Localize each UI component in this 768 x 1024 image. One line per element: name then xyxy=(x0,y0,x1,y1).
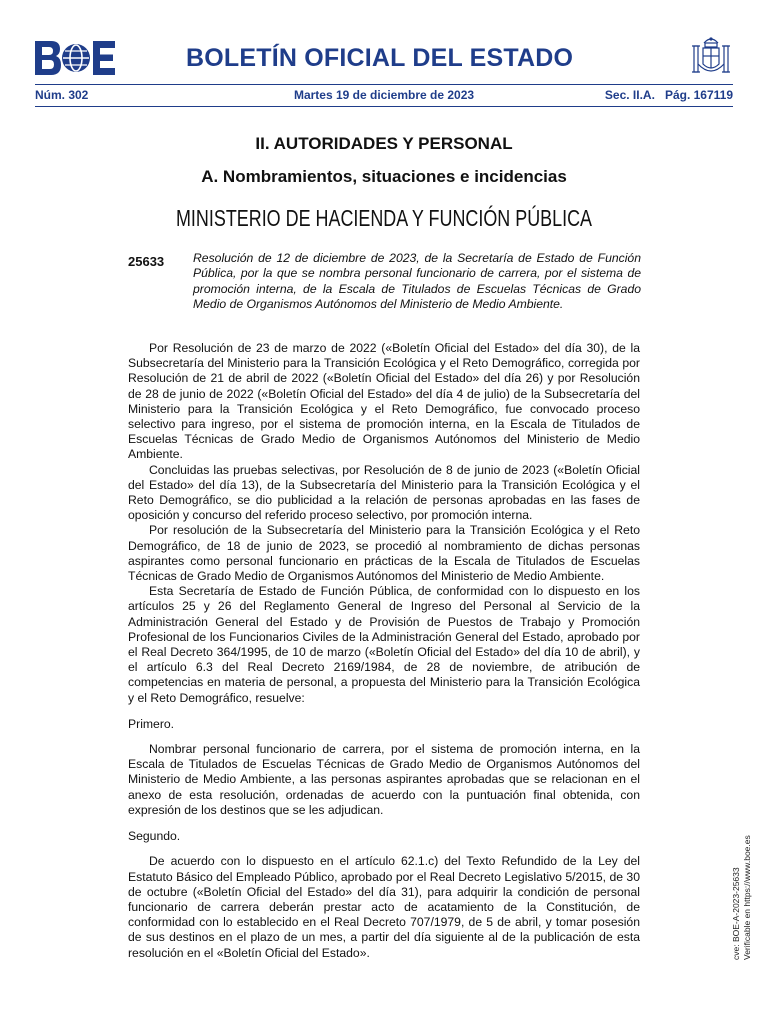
verification-note xyxy=(731,740,753,960)
header-rule-top xyxy=(35,84,733,85)
paragraph: Por Resolución de 23 de marzo de 2022 («Boletín Oficial del Estado» del día 30), de la Subsecretaría del Ministerio para la Transición Ecológica y el Reto Demográfico, corregida por Resolución de 21 de abril de 2022 («Boletín Oficial del Estado» del día 26) y por Resolución de 28 de junio de 2022 («Boletín Oficial del Estado» del día 4 de julio) de la Subsecretaría del Ministerio para la Transición Ecológica y el Reto Demográfico, fue convocado proceso selectivo para ingreso, por el sistema de promoción interna, en la Escala de Titulados de Escuelas Técnicas de Grado Medio de Organismos Autónomos del Ministerio de Medio Ambiente. xyxy=(128,341,640,462)
paragraph: De acuerdo con lo dispuesto en el artículo 62.1.c) del Texto Refundido de la Ley del Estatuto Básico del Empleado Público, aprobado por el Real Decreto Legislativo 5/2015, de 30 de octubre («Boletín Oficial del Estado» del día 31), para adquirir la condición de personal funcionario de carrera deberán prestar acto de acatamiento de la Constitución, de conformidad con lo establecido en el Real Decreto 707/1979, de 5 de abril, y tomar posesión de sus destinos en el plazo de un mes, a partir del día siguiente al de la publicación de esta resolución en el «Boletín Oficial del Estado». xyxy=(128,854,640,960)
article-heading-primero: Primero. xyxy=(128,716,175,731)
cve-code: cve: BOE-A-2023-25633 xyxy=(731,867,741,960)
document-body xyxy=(128,341,640,961)
resolution-title: Resolución de 12 de diciembre de 2023, de la Secretaría de Estado de Función Pública, por la que se nombra personal funcionario de carrera, por el sistema de promoción interna, de la Escala de Titulados de Escuelas Técnicas de Grado Medio de Organismos Autónomos del Ministerio de Medio Ambiente. xyxy=(193,251,641,311)
issue-number: Núm. 302 xyxy=(35,88,89,102)
boe-logo xyxy=(35,41,115,75)
coat-of-arms-icon xyxy=(689,34,733,80)
page-label: Pág. 167119 xyxy=(664,88,733,102)
article-heading-segundo: Segundo. xyxy=(128,829,181,844)
verification-link[interactable]: Verificable en https://www.boe.es xyxy=(742,835,752,960)
resolution-number: 25633 xyxy=(128,254,165,269)
paragraph: Nombrar personal funcionario de carrera, por el sistema de promoción interna, en la Escala de Titulados de Escuelas Técnicas de Grado Medio de Organismos Autónomos del Ministerio de Medio Ambiente, a las personas aspirantes aprobadas que se relacionan en el anexo de esta resolución, ordenadas de acuerdo con la puntuación final obtenida, con expresión de los destinos que se les adjudican. xyxy=(128,742,640,817)
publication-title: BOLETÍN OFICIAL DEL ESTADO xyxy=(186,44,574,72)
issue-date: Martes 19 de diciembre de 2023 xyxy=(293,88,475,102)
section-label: Sec. II.A. xyxy=(604,88,655,102)
ministry-title: MINISTERIO DE HACIENDA Y FUNCIÓN PÚBLICA xyxy=(175,205,593,231)
section-subtitle: A. Nombramientos, situaciones e incidencias xyxy=(201,167,567,186)
section-title: II. AUTORIDADES Y PERSONAL xyxy=(255,134,513,153)
paragraph: Esta Secretaría de Estado de Función Pública, de conformidad con lo dispuesto en los artículos 25 y 26 del Reglamento General de Ingreso del Personal al Servicio de la Administración General del Estado y de Provisión de Puestos de Trabajo y Promoción Profesional de los Funcionarios Civiles de la Administración General del Estado, aprobado por el Real Decreto 364/1995, de 10 de marzo («Boletín Oficial del Estado» del día 10 de abril), y el artículo 6.3 del Real Decreto 2169/1984, de 28 de noviembre, de atribución de competencias en materia de personal, a propuesta del Ministerio para la Transición Ecológica y el Reto Demográfico, resuelve: xyxy=(128,584,640,705)
section-page xyxy=(605,88,733,102)
paragraph: Por resolución de la Subsecretaría del Ministerio para la Transición Ecológica y el Reto Demográfico, de 18 de junio de 2023, se procedió al nombramiento de dichas personas aspirantes como personal funcionario en prácticas de la Escala de Titulados de Escuelas Técnicas de Grado Medio de Organismos Autónomos del Ministerio de Medio Ambiente. xyxy=(128,523,640,584)
header-rule-bottom xyxy=(35,106,733,107)
paragraph: Concluidas las pruebas selectivas, por Resolución de 8 de junio de 2023 («Boletín Oficial del Estado» del día 13), de la Subsecretaría del Ministerio para la Transición Ecológica y el Reto Demográfico, se dio publicidad a la relación de personas aprobadas en las fases de oposición y concurso del referido proceso selectivo, por promoción interna. xyxy=(128,462,640,523)
